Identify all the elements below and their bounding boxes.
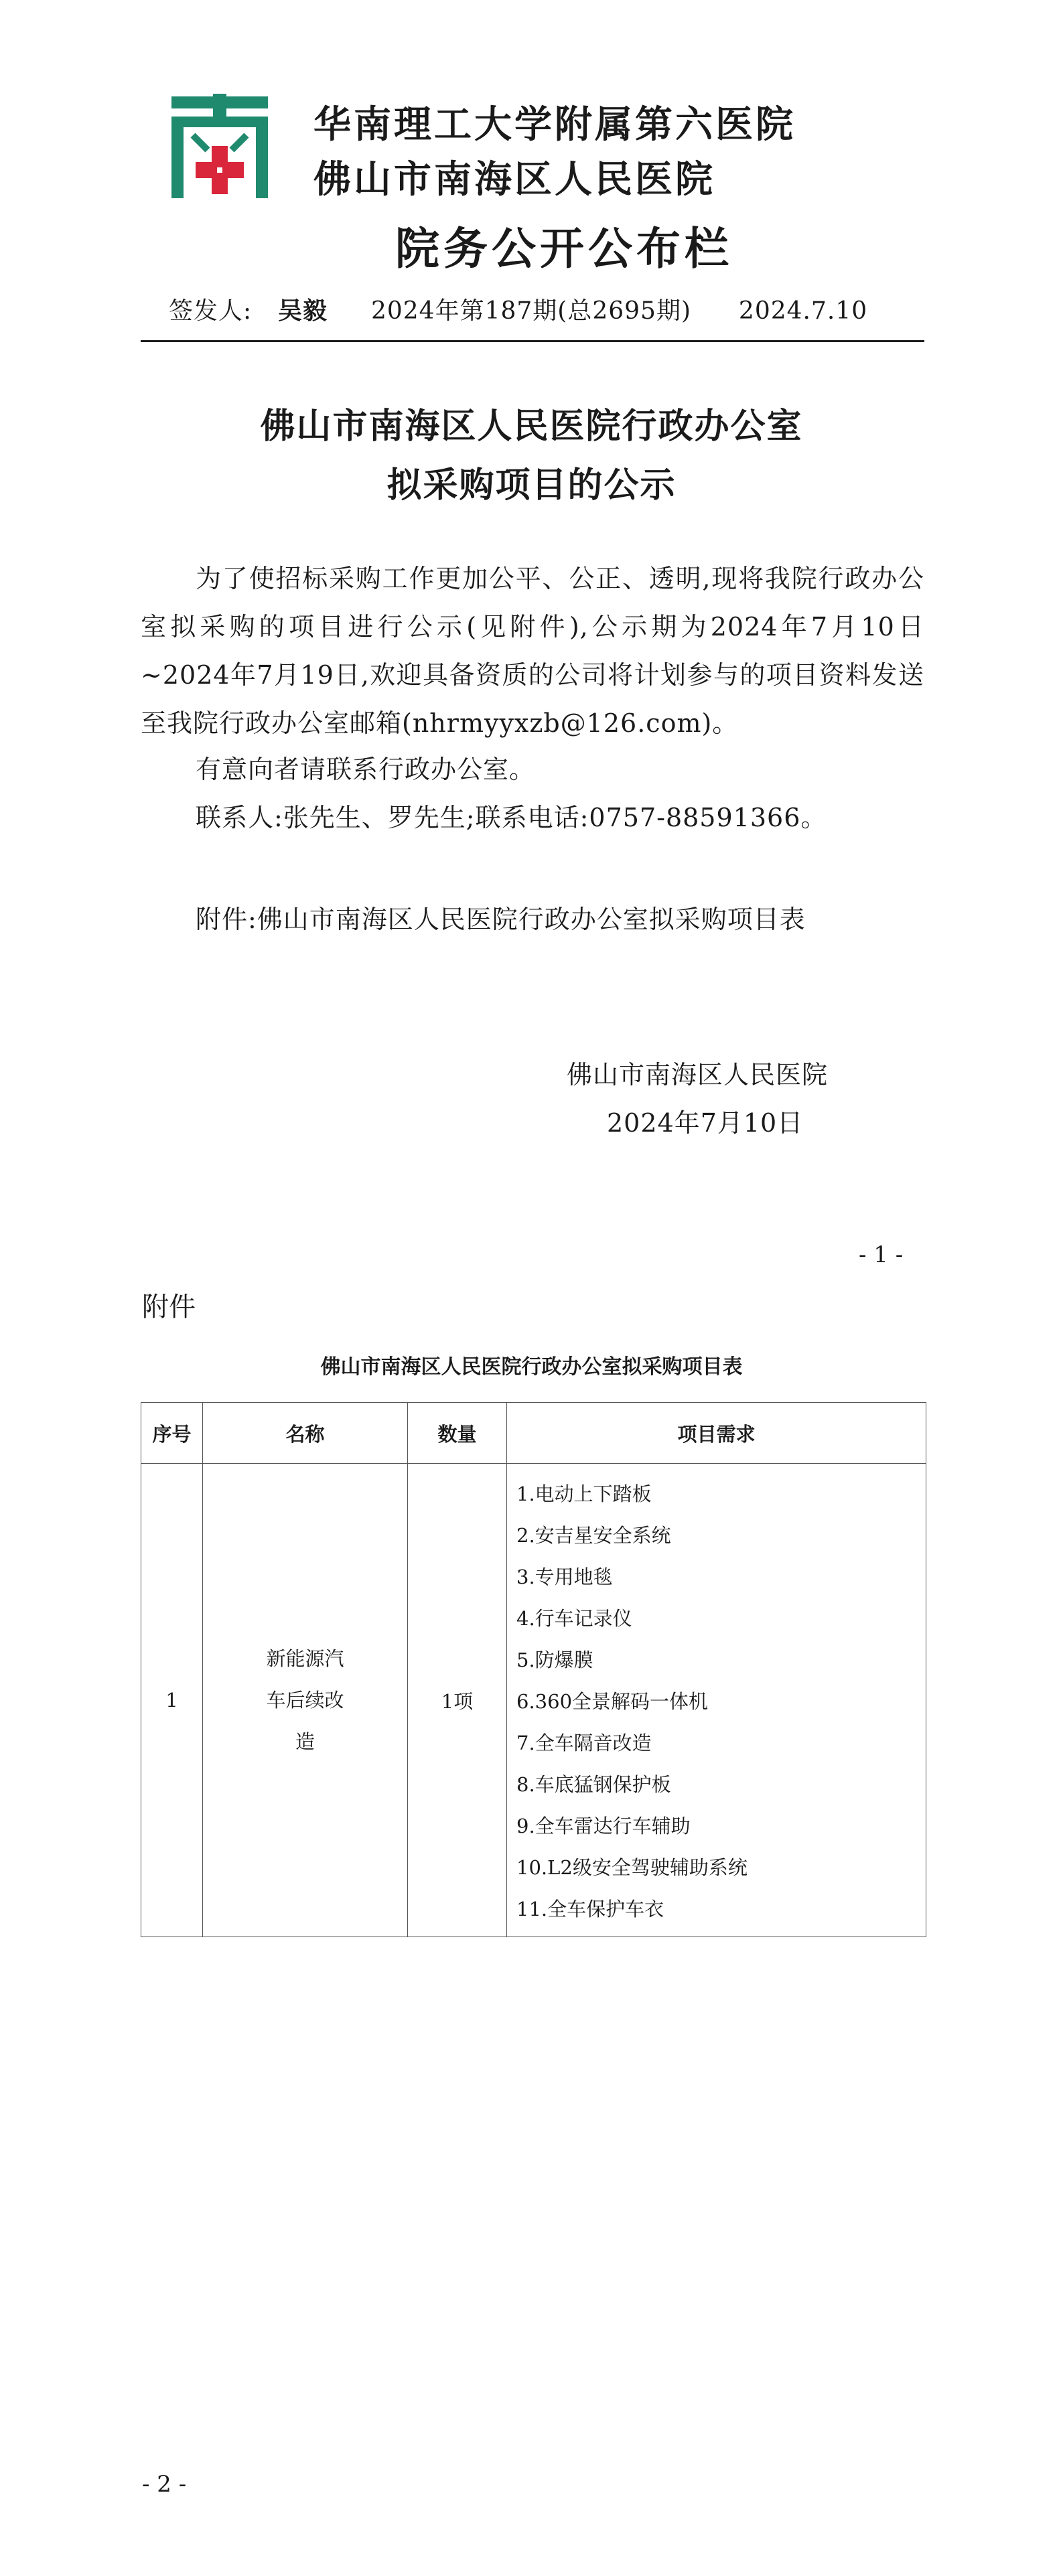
procurement-table <box>141 1402 926 1937</box>
requirement-item: 2.安吉星安全系统 <box>516 1524 671 1547</box>
table-title: 佛山市南海区人民医院行政办公室拟采购项目表 <box>320 1355 743 1379</box>
page-number-1: - 1 - <box>859 1241 904 1268</box>
attachment-line: 附件:佛山市南海区人民医院行政办公室拟采购项目表 <box>196 905 806 934</box>
header-name: 名称 <box>203 1403 408 1464</box>
requirement-item: 11.全车保护车衣 <box>516 1898 664 1920</box>
bulletin-title: 院务公开公布栏 <box>395 222 733 275</box>
item-name: 新能源汽车后续改造 <box>266 1647 344 1753</box>
cell-no: 1 <box>141 1464 203 1937</box>
attachment-heading: 附件 <box>142 1292 196 1322</box>
notice-title-line1: 佛山市南海区人民医院行政办公室 <box>260 406 803 447</box>
requirement-item: 9.全车雷达行车辅助 <box>516 1815 691 1837</box>
requirement-item: 10.L2级安全驾驶辅助系统 <box>516 1856 748 1879</box>
hospital-logo <box>166 94 273 201</box>
contact-line: 联系人:张先生、罗先生;联系电话:0757-88591366。 <box>196 803 827 832</box>
header-requirements: 项目需求 <box>507 1403 926 1464</box>
cell-requirements <box>507 1464 926 1937</box>
signature-organization: 佛山市南海区人民医院 <box>567 1060 829 1089</box>
intent-line: 有意向者请联系行政办公室。 <box>196 755 536 784</box>
requirement-item: 8.车底猛钢保护板 <box>516 1773 671 1796</box>
hospital-name-line1: 华南理工大学附属第六医院 <box>313 102 796 147</box>
issue-number: 2024年第187期(总2695期) <box>370 297 692 325</box>
hospital-name-line2: 佛山市南海区人民医院 <box>313 157 715 202</box>
requirement-item: 6.360全景解码一体机 <box>516 1690 709 1713</box>
table-row <box>141 1464 926 1937</box>
header-no: 序号 <box>141 1403 203 1464</box>
signature-date: 2024年7月10日 <box>607 1108 804 1138</box>
requirement-item: 7.全车隔音改造 <box>516 1732 652 1754</box>
issuer-label: 签发人: <box>169 297 253 325</box>
page-number-2: - 2 - <box>142 2471 187 2498</box>
notice-body-paragraph: 为了使招标采购工作更加公平、公正、透明,现将我院行政办公室拟采购的项目进行公示(见附件),公示期为2024年7月10日~2024年7月19日,欢迎具备资质的公司将计划参与的项目资料发送至我院行政办公室邮箱(nhrmyyxzb@126.com)。 <box>141 564 924 738</box>
requirement-item: 1.电动上下踏板 <box>516 1483 652 1505</box>
table-header-row <box>141 1403 926 1464</box>
header-qty: 数量 <box>408 1403 507 1464</box>
cell-name <box>203 1464 408 1937</box>
cell-qty: 1项 <box>408 1464 507 1937</box>
requirement-item: 5.防爆膜 <box>516 1649 593 1671</box>
notice-title-line2: 拟采购项目的公示 <box>386 465 677 506</box>
issue-date: 2024.7.10 <box>738 297 868 325</box>
requirement-item: 4.行车记录仪 <box>516 1607 632 1630</box>
issuer-line <box>169 292 867 326</box>
header-divider <box>141 340 924 342</box>
requirement-item: 3.专用地毯 <box>516 1566 613 1588</box>
issuer-name: 吴毅 <box>278 297 328 325</box>
